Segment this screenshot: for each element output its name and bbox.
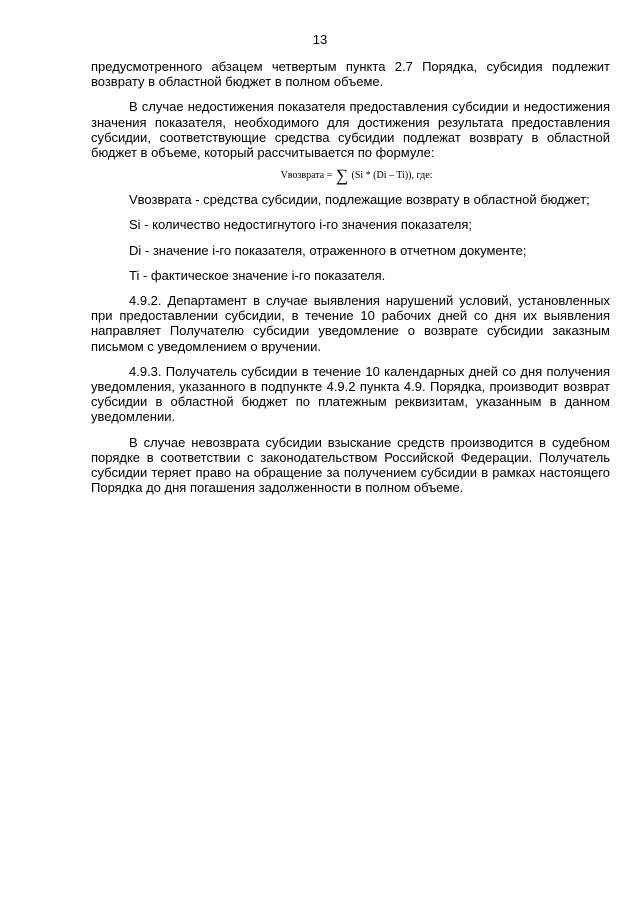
definition-ti: Ti - фактическое значение i-го показателя. — [129, 267, 386, 283]
definition-si: Si - количество недостигнутого i-го значения показателя; — [129, 217, 472, 233]
definition-di: Di - значение i-го показателя, отраженного в отчетном документе; — [129, 242, 527, 258]
formula-lhs: Vвозврата = — [280, 170, 333, 182]
paragraph-4-9-2: 4.9.2. Департамент в случае выявления нарушений условий, установленных при предоставлении субсидии, в течение 10 рабочих дней со дня их выявления направляет Получателю субсидии уведомление о возврате субсидии заказным письмом с уведомлением о вручении. — [91, 293, 610, 354]
refund-formula — [91, 166, 610, 186]
paragraph-refund-condition: В случае недостижения показателя предоставления субсидии и недостижения значения показателя, необходимого для достижения результата предоставления субсидии, соответствующие средства субсидии подлежат возврату в областной бюджет в объеме, который рассчитывается по формуле: — [91, 99, 610, 161]
definition-v-refund: Vвозврата - средства субсидии, подлежащие возврату в областной бюджет; — [129, 192, 590, 208]
formula-rhs: (Si * (Di – Ti)), — [351, 170, 414, 182]
page-number: 13 — [312, 32, 328, 47]
paragraph-4-9-3: 4.9.3. Получатель субсидии в течение 10 календарных дней со дня получения уведомления, указанного в подпункте 4.9.2 пункта 4.9. Порядка, производит возврат субсидии в областной бюджет по платежным реквизитам, указанным в данном уведомлении. — [91, 363, 610, 425]
formula-suffix: где: — [416, 170, 433, 182]
sum-symbol: ∑ — [335, 166, 348, 186]
paragraph-non-refund: В случае невозврата субсидии взыскание средств производится в судебном порядке в соответствии с законодательством Российской Федерации. Получатель субсидии теряет право на обращение за получением субсидии в рамках настоящего Порядка до дня погашения задолженности в полном объеме. — [91, 434, 610, 496]
document-body — [91, 59, 610, 505]
paragraph-continuation: предусмотренного абзацем четвертым пункта 2.7 Порядка, субсидия подлежит возврату в областной бюджет в полном объеме. — [91, 59, 610, 90]
